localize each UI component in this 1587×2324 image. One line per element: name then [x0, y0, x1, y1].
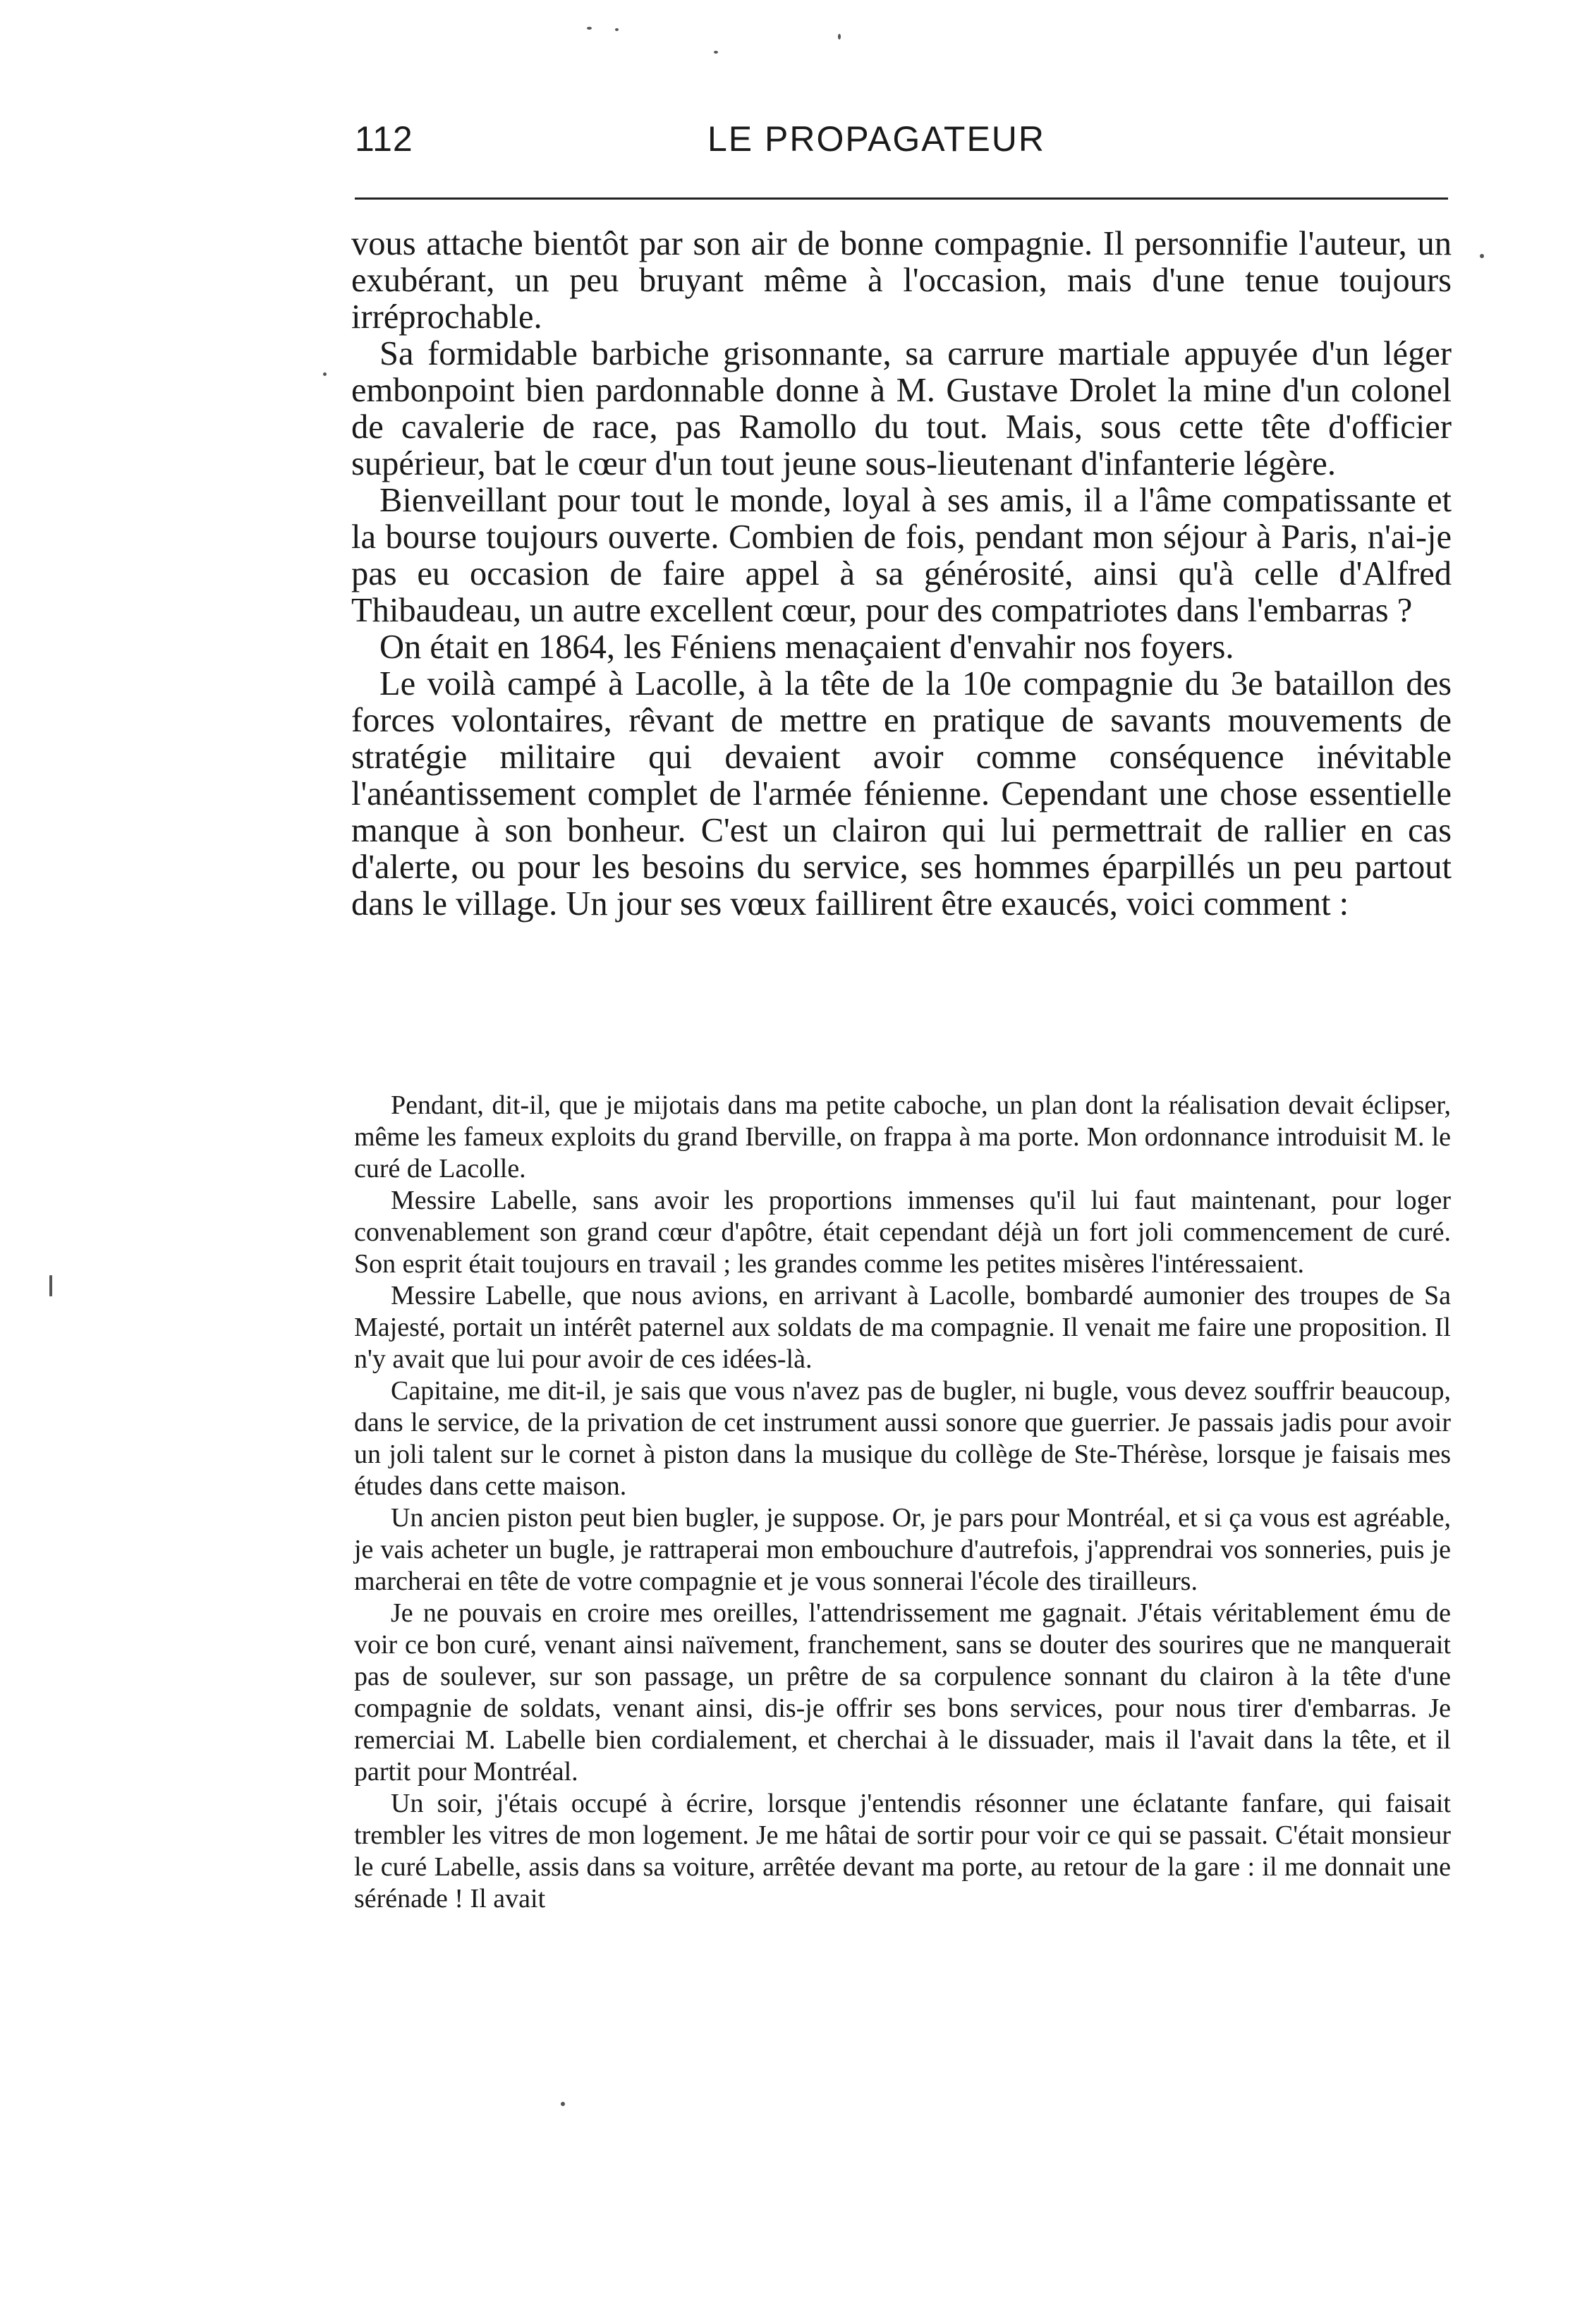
body-paragraph: Le voilà campé à Lacolle, à la tête de la 10e compagnie du 3e bataillon des forces volontaires, rêvant de mettre en pratique de savants mouvements de stratégie militaire qui devaient avoir comme conséquence inévitable l'anéantissement complet de l'armée fénienne. Cependant une chose essentielle manque à son bonheur. C'est un clairon qui lui permettrait de rallier en cas d'alerte, ou pour les besoins du service, ses hommes éparpillés un peu partout dans le village. Un jour ses vœux faillirent être exaucés, voici comment :	[351, 665, 1452, 923]
quote-paragraph: Un ancien piston peut bien bugler, je suppose. Or, je pars pour Montréal, et si ça vous est agréable, je vais acheter un bugle, je rattraperai mon embouchure d'autrefois, j'apprendrai vos sonneries, puis je marcherai en tête de votre compagnie et je vous sonnerai l'école des tirailleurs.	[354, 1503, 1451, 1596]
quote-paragraph: Un soir, j'étais occupé à écrire, lorsque j'entendis résonner une éclatante fanfare, qui faisait trembler les vitres de mon logement. Je me hâtai de sortir pour voir ce qui se passait. C'était monsieur le curé Labelle, assis dans sa voiture, arrêtée devant ma porte, au retour de la gare : il me donnait une sérénade ! Il avait	[354, 1789, 1451, 1914]
body-paragraph: On était en 1864, les Féniens menaçaient d'envahir nos foyers.	[379, 628, 1234, 666]
running-title: LE PROPAGATEUR	[707, 119, 1046, 159]
quote-paragraph: Messire Labelle, que nous avions, en arrivant à Lacolle, bombardé aumonier des troupes de Sa Majesté, portait un intérêt paternel aux soldats de ma compagnie. Il venait me faire une proposition. Il n'y avait que lui pour avoir de ces idées-là.	[354, 1281, 1451, 1374]
header-rule	[355, 197, 1448, 200]
main-body-text	[351, 226, 1452, 923]
body-paragraph: vous attache bientôt par son air de bonne compagnie. Il personnifie l'auteur, un exubérant, un peu bruyant même à l'occasion, mais d'une tenue toujours irréprochable.	[351, 225, 1452, 336]
quote-paragraph: Je ne pouvais en croire mes oreilles, l'attendrissement me gagnait. J'étais véritablement ému de voir ce bon curé, venant ainsi naïvement, franchement, sans se douter des sourires que ne manquerait pas de soulever, sur son passage, un prêtre de sa corpulence sonnant du clairon à la tête d'une compagnie de soldats, venant ainsi, dis-je offrir ses bons services, pour nous tirer d'embarras. Je remerciai M. Labelle bien cordialement, et cherchai à le dissuader, mais il l'avait dans la tête, et il partit pour Montréal.	[354, 1598, 1451, 1787]
body-paragraph: Sa formidable barbiche grisonnante, sa carrure martiale appuyée d'un léger embonpoint bien pardonnable donne à M. Gustave Drolet la mine d'un colonel de cavalerie de race, pas Ramollo du tout. Mais, sous cette tête d'officier supérieur, bat le cœur d'un tout jeune sous-lieutenant d'infanterie légère.	[351, 335, 1452, 482]
quote-paragraph: Pendant, dit-il, que je mijotais dans ma petite caboche, un plan dont la réalisation devait éclipser, même les fameux exploits du grand Iberville, on frappa à ma porte. Mon ordonnance introduisit M. le curé de Lacolle.	[354, 1090, 1451, 1184]
quoted-narrative	[354, 1090, 1451, 1915]
page-number: 112	[355, 119, 413, 159]
quote-paragraph: Capitaine, me dit-il, je sais que vous n'avez pas de bugler, ni bugle, vous devez souffrir beaucoup, dans le service, de la privation de cet instrument aussi sonore que guerrier. Je passais jadis pour avoir un joli talent sur le cornet à piston dans la musique du collège de Ste-Thérèse, lorsque je faisais mes études dans cette maison.	[354, 1376, 1451, 1501]
page-header	[355, 118, 1441, 175]
body-paragraph: Bienveillant pour tout le monde, loyal à ses amis, il a l'âme compatissante et la bourse toujours ouverte. Combien de fois, pendant mon séjour à Paris, n'ai-je pas eu occasion de faire appel à sa générosité, ainsi qu'à celle d'Alfred Thibaudeau, un autre excellent cœur, pour des compatriotes dans l'embarras ?	[351, 482, 1452, 629]
quote-paragraph: Messire Labelle, sans avoir les proportions immenses qu'il lui faut maintenant, pour loger convenablement son grand cœur d'apôtre, était cependant déjà un fort joli commencement de curé. Son esprit était toujours en travail ; les grandes comme les petites misères l'intéressaient.	[354, 1186, 1451, 1279]
